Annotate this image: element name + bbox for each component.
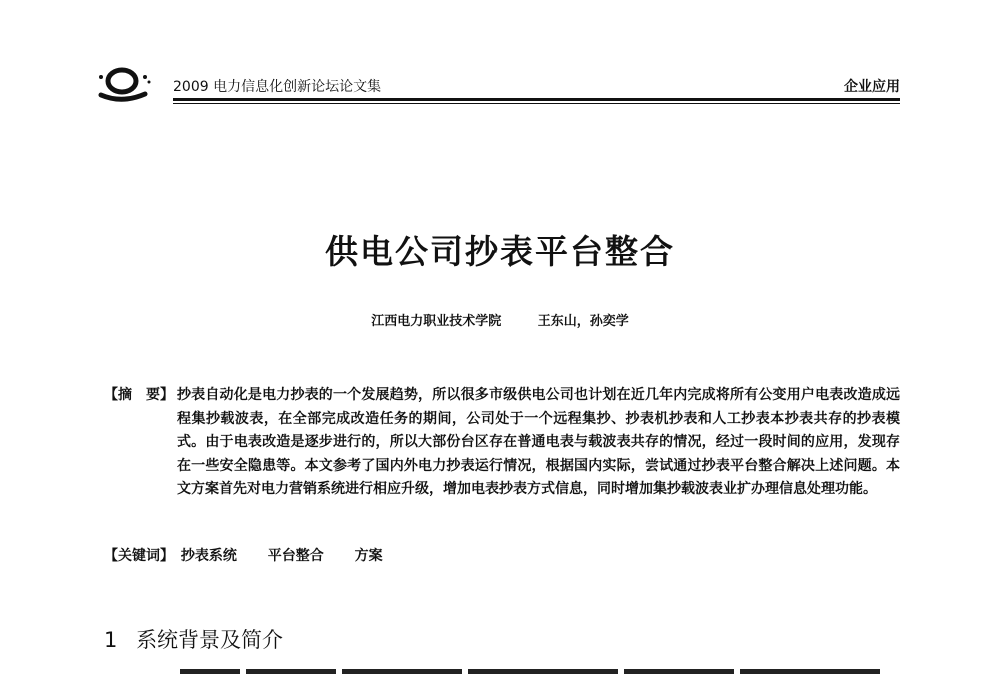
paper-title: 供电公司抄表平台整合 — [325, 232, 675, 271]
section-label: 企业应用 — [844, 79, 900, 95]
affiliation: 江西电力职业技术学院 — [371, 314, 502, 329]
cropped-text-line — [180, 669, 900, 677]
header-rule-thick — [173, 98, 900, 101]
author-names: 王东山，孙奕学 — [537, 314, 629, 329]
keyword: 平台整合 — [267, 548, 324, 564]
section-heading — [104, 624, 283, 654]
journal-title: 2009 电力信息化创新论坛论文集 — [173, 79, 382, 95]
forum-logo-icon — [95, 64, 155, 104]
section-number: 1 — [104, 628, 118, 652]
abstract-label: 【摘 要】 — [104, 387, 174, 403]
keywords-label: 【关键词】 — [104, 548, 174, 564]
abstract-text: 抄表自动化是电力抄表的一个发展趋势，所以很多市级供电公司也计划在近几年内完成将所有公变用户电表改造成远程集抄载波表，在全部完成改造任务的期间，公司处于一个远程集抄、抄表机抄表和人工抄表本抄表共存的抄表模式。由于电表改造是逐步进行的，所以大部份台区存在普通电表与载波表共存的情况，经过一段时间的应用，发现存在一些安全隐患等。本文参考了国内外电力抄表运行情况，根据国内实际，尝试通过抄表平台整合解决上述问题。本文方案首先对电力营销系统进行相应升级，增加电表抄表方式信息，同时增加集抄载波表业扩办理信息处理功能。 — [177, 387, 900, 497]
keyword: 方案 — [354, 548, 383, 564]
header-rule-thin — [173, 103, 900, 104]
keywords-line — [104, 545, 409, 565]
section-title: 系统背景及简介 — [136, 628, 284, 652]
abstract-block — [104, 384, 900, 502]
keyword: 抄表系统 — [180, 548, 237, 564]
author-line — [0, 310, 1000, 329]
running-header — [95, 62, 900, 106]
